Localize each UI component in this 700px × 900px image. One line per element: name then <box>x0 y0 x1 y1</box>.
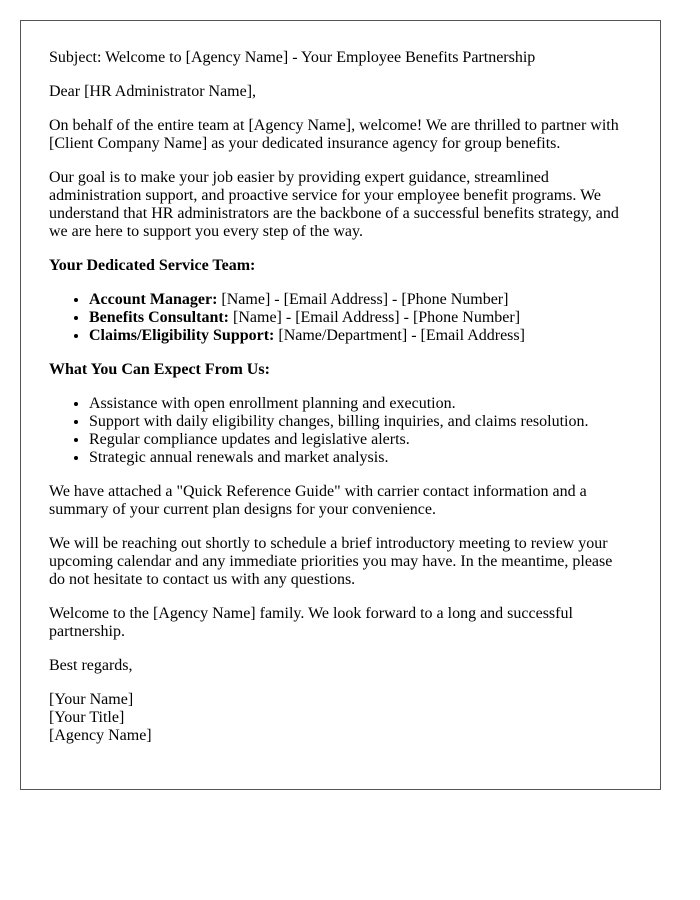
expect-heading: What You Can Expect From Us: <box>49 361 270 378</box>
intro-paragraph: On behalf of the entire team at [Agency Name], welcome! We are thrilled to partner with [Client Company Name] as your dedicated insurance agency for group benefits. <box>49 117 619 152</box>
role-label: Claims/Eligibility Support: <box>89 327 275 344</box>
role-label: Account Manager: <box>89 291 218 308</box>
expect-list <box>49 395 632 467</box>
meeting-paragraph: We will be reaching out shortly to schedule a brief introductory meeting to review your upcoming calendar and any immediate priorities you may have. In the meantime, please do not hesitate to contact us with any questions. <box>49 535 613 588</box>
letter <box>20 20 661 790</box>
list-item: • Support with daily eligibility changes, billing inquiries, and claims resolution. <box>89 413 632 431</box>
list-item: • Account Manager: [Name] - [Email Address] - [Phone Number] <box>89 291 632 309</box>
list-item: • Claims/Eligibility Support: [Name/Department] - [Email Address] <box>89 327 632 345</box>
role-label: Benefits Consultant: <box>89 309 230 326</box>
salutation: Dear [HR Administrator Name], <box>49 83 257 100</box>
list-item: • Assistance with open enrollment planning and execution. <box>89 395 632 413</box>
signature-agency: [Agency Name] <box>49 727 152 744</box>
signature-title: [Your Title] <box>49 709 125 726</box>
list-item: • Regular compliance updates and legislative alerts. <box>89 431 632 449</box>
team-heading: Your Dedicated Service Team: <box>49 257 256 274</box>
signoff: Best regards, <box>49 657 133 674</box>
welcome-paragraph: Welcome to the [Agency Name] family. We look forward to a long and successful partnership. <box>49 605 573 640</box>
team-list <box>49 291 632 345</box>
signature-block <box>49 691 632 745</box>
list-item: • Benefits Consultant: [Name] - [Email Address] - [Phone Number] <box>89 309 632 327</box>
attachment-paragraph: We have attached a "Quick Reference Guide" with carrier contact information and a summary of your current plan designs for your convenience. <box>49 483 587 518</box>
goal-paragraph: Our goal is to make your job easier by providing expert guidance, streamlined administration support, and proactive service for your employee benefit programs. We understand that HR administrators are the backbone of a successful benefits strategy, and we are here to support you every step of the way. <box>49 169 619 240</box>
list-item: • Strategic annual renewals and market analysis. <box>89 449 632 467</box>
signature-name: [Your Name] <box>49 691 134 708</box>
subject-line: Subject: Welcome to [Agency Name] - Your Employee Benefits Partnership <box>49 49 536 66</box>
